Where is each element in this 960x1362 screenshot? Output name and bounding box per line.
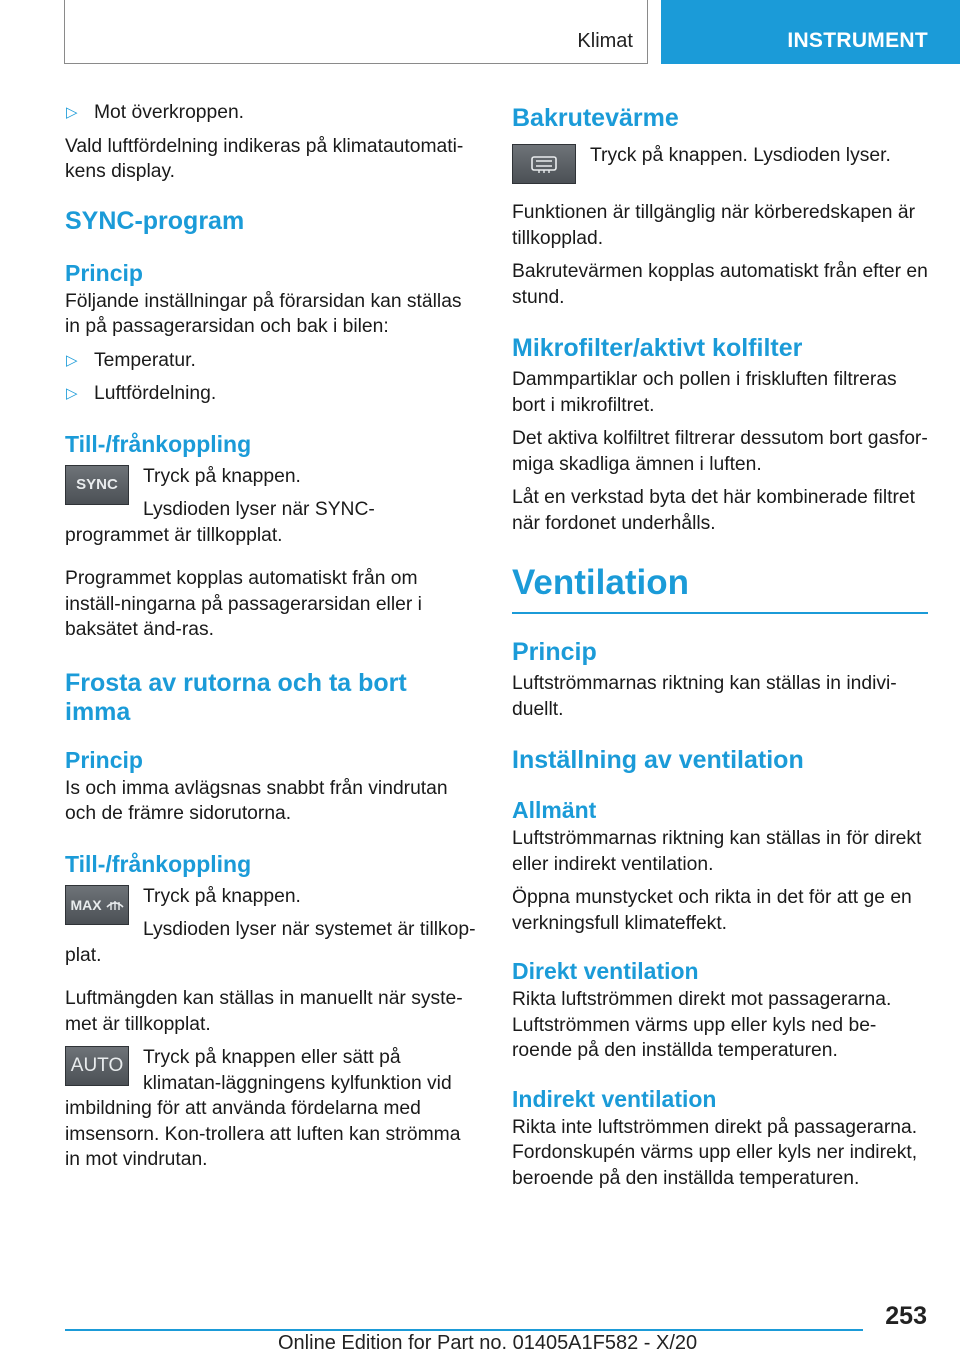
heading-till-frankoppling: Till-/frånkoppling (65, 850, 252, 877)
section-divider (512, 612, 928, 614)
paragraph: Luftströmmarnas riktning kan ställas in för direkt eller indirekt ventilation. (512, 828, 922, 875)
section-title: Klimat (577, 30, 633, 52)
paragraph: Tryck på knappen. Lysdioden lyser. (590, 145, 891, 166)
heading-princip: Princip (65, 746, 143, 773)
paragraph: Öppna munstycket och rikta in det för att ge en verkningsfull klimateffekt. (512, 887, 912, 934)
triangle-bullet-icon: ▷ (66, 104, 78, 121)
paragraph: Tryck på knappen. (143, 465, 301, 487)
defrost-icon (106, 898, 124, 912)
list-item: ▷ Temperatur. (65, 348, 477, 374)
sync-button-instruction (65, 464, 477, 557)
right-column (512, 100, 928, 1199)
paragraph: Rikta inte luftströmmen direkt på passagerarna. Fordonskupén värms upp eller kyls ner indirekt, beroende på den inställda temperaturen. (512, 1116, 918, 1189)
chapter-tab-label: INSTRUMENT (787, 29, 928, 52)
heading-direkt-ventilation: Direkt ventilation (512, 958, 699, 984)
paragraph: Låt en verkstad byta det här kombinerade filtret när fordonet underhålls. (512, 487, 915, 534)
chapter-tab[interactable] (661, 0, 960, 64)
auto-button-instruction (65, 1045, 477, 1173)
paragraph: Tryck på knappen. (143, 885, 301, 907)
paragraph: Luftmängden kan ställas in manuellt när syste-met är tillkopplat. (65, 988, 463, 1035)
rear-window-defrost-button-icon[interactable] (512, 144, 576, 184)
list-item: ▷ Mot överkroppen. (65, 100, 477, 126)
paragraph: Följande inställningar på förarsidan kan ställas in på passagerarsidan och bak i bilen: (65, 290, 462, 337)
paragraph: Lysdioden lyser när systemet är tillkop-plat. (65, 919, 476, 966)
auto-button-icon[interactable]: AUTO (65, 1046, 129, 1086)
paragraph: Tryck på knappen eller sätt på klimatan-läggningens kylfunktion vid imbildning för att använda fördelarna med imsensorn. Kon-trollera att luften kan strömma in mot vindrutan. (65, 1047, 461, 1170)
paragraph: Funktionen är tillgänglig när körberedskapen är tillkopplad. (512, 202, 916, 249)
sync-button-icon[interactable]: SYNC (65, 465, 129, 505)
triangle-bullet-icon: ▷ (66, 351, 78, 369)
rear-defrost-instruction (512, 143, 928, 188)
rear-defrost-icon (530, 154, 558, 174)
heading-installning: Inställning av ventilation (512, 746, 804, 774)
edition-footer: Online Edition for Part no. 01405A1F582 - X/20 (278, 1332, 698, 1354)
triangle-bullet-icon: ▷ (66, 385, 78, 402)
heading-sync-program: SYNC-program (65, 206, 245, 235)
paragraph: Is och imma avlägsnas snabbt från vindrutan och de främre sidorutorna. (65, 777, 448, 824)
paragraph: Det aktiva kolfiltret filtrerar dessutom bort gasfor-miga skadliga ämnen i luften. (512, 428, 928, 475)
heading-princip: Princip (512, 638, 597, 666)
heading-ventilation: Ventilation (512, 563, 689, 602)
heading-indirekt-ventilation: Indirekt ventilation (512, 1085, 717, 1112)
header-section-box (64, 0, 648, 64)
heading-frosta: Frosta av rutorna och ta bort imma (65, 668, 407, 726)
heading-allmant: Allmänt (512, 797, 597, 823)
heading-princip: Princip (65, 259, 143, 286)
paragraph: Lysdioden lyser när SYNC-programmet är tillkopplat. (65, 499, 375, 546)
page-number: 253 (885, 1302, 927, 1330)
heading-mikrofilter: Mikrofilter/aktivt kolfilter (512, 334, 803, 362)
left-column (65, 100, 477, 1181)
paragraph: Luftströmmarnas riktning kan ställas in indivi-duellt. (512, 673, 897, 720)
footer-divider (65, 1329, 863, 1331)
heading-till-frankoppling: Till-/frånkoppling (65, 430, 252, 457)
paragraph: Programmet kopplas automatiskt från om inställ-ningarna på passagerarsidan eller i baksätet änd-ras. (65, 568, 422, 640)
paragraph: Rikta luftströmmen direkt mot passagerarna. Luftströmmen värms upp eller kyls ned be-roende på den inställda temperaturen. (512, 989, 892, 1061)
list-item: ▷ Luftfördelning. (65, 381, 477, 407)
paragraph: Vald luftfördelning indikeras på klimatautomati-kens display. (65, 135, 464, 182)
heading-bakrutevarme: Bakrutevärme (512, 104, 679, 132)
paragraph: Bakrutevärmen kopplas automatiskt från efter en stund. (512, 261, 928, 308)
max-defrost-button-icon[interactable]: MAX (65, 885, 129, 925)
paragraph: Dammpartiklar och pollen i friskluften filtreras bort i mikrofiltret. (512, 369, 897, 416)
max-defrost-instruction (65, 884, 477, 977)
